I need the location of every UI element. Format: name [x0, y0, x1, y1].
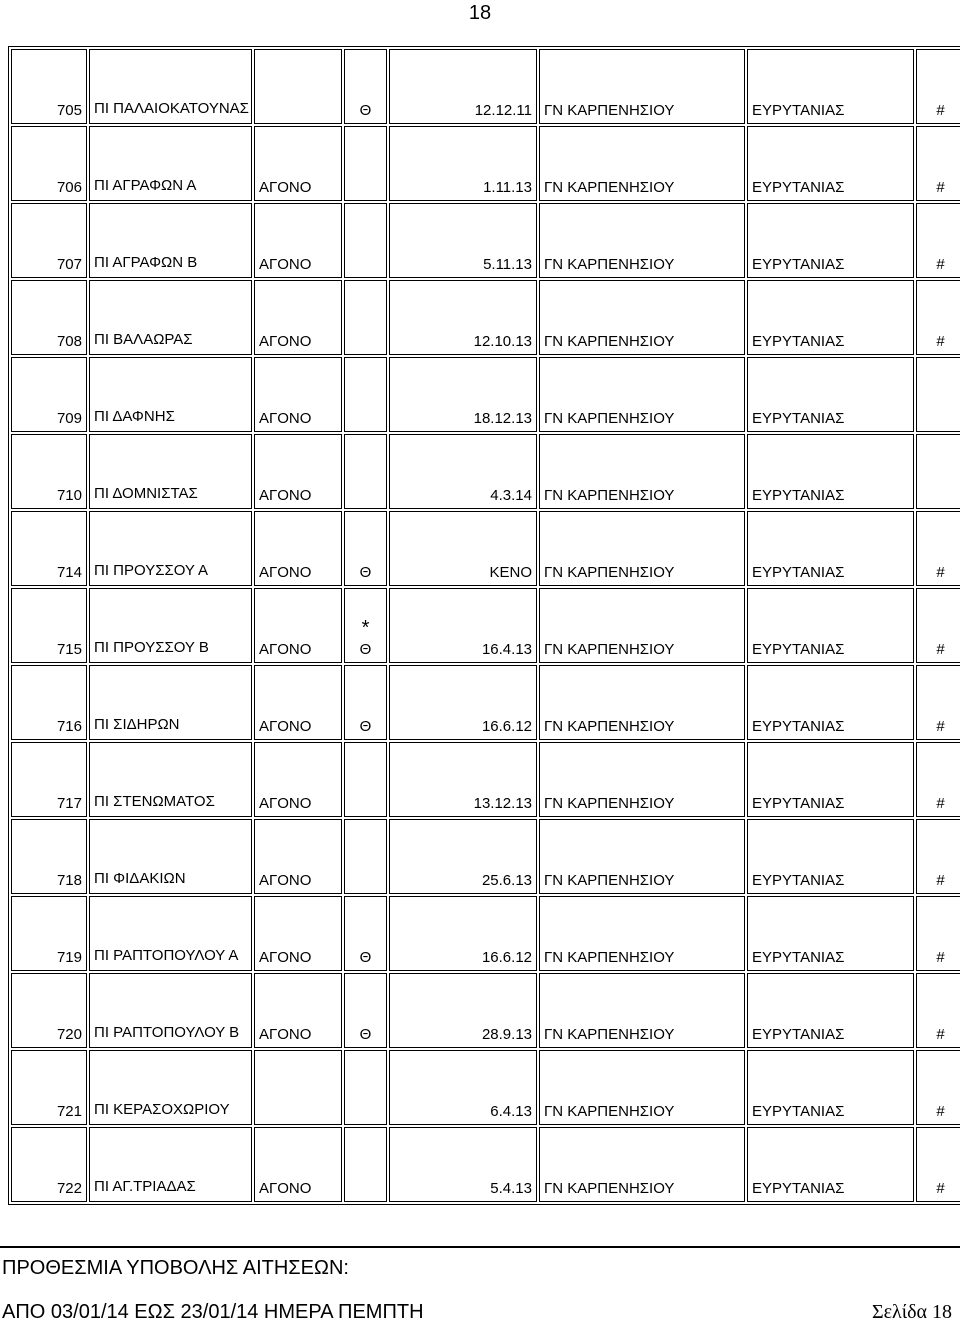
prefecture-name: ΕΥΡΥΤΑΝΙΑΣ — [747, 357, 914, 432]
theta-symbol: Θ — [359, 564, 372, 581]
hospital-name: ΓΝ ΚΑΡΠΕΝΗΣΙΟΥ — [539, 819, 745, 894]
hash-mark: # — [916, 511, 960, 586]
table-row — [11, 49, 960, 124]
unit-type: ΑΓΟΝΟ — [254, 819, 342, 894]
hash-mark: # — [916, 665, 960, 740]
hash-mark: # — [916, 973, 960, 1048]
unit-type: ΑΓΟΝΟ — [254, 588, 342, 663]
hash-mark: # — [916, 1127, 960, 1202]
row-number: 715 — [11, 588, 87, 663]
row-number: 707 — [11, 203, 87, 278]
health-unit-name: ΠΙ ΡΑΠΤΟΠΟΥΛΟΥ Β — [89, 973, 252, 1048]
hospital-name: ΓΝ ΚΑΡΠΕΝΗΣΙΟΥ — [539, 49, 745, 124]
row-number: 716 — [11, 665, 87, 740]
table-row — [11, 203, 960, 278]
row-number: 718 — [11, 819, 87, 894]
hospital-name: ΓΝ ΚΑΡΠΕΝΗΣΙΟΥ — [539, 203, 745, 278]
hospital-name: ΓΝ ΚΑΡΠΕΝΗΣΙΟΥ — [539, 742, 745, 817]
prefecture-name: ΕΥΡΥΤΑΝΙΑΣ — [747, 588, 914, 663]
hash-mark: # — [916, 203, 960, 278]
date-cell: ΚΕΝΟ — [389, 511, 537, 586]
hospital-name: ΓΝ ΚΑΡΠΕΝΗΣΙΟΥ — [539, 1127, 745, 1202]
unit-type: ΑΓΟΝΟ — [254, 280, 342, 355]
hospital-name: ΓΝ ΚΑΡΠΕΝΗΣΙΟΥ — [539, 1050, 745, 1125]
theta-mark — [344, 896, 387, 971]
date-cell: 12.12.11 — [389, 49, 537, 124]
theta-symbol: Θ — [359, 102, 372, 119]
health-unit-name: ΠΙ ΠΡΟΥΣΣΟΥ Β — [89, 588, 252, 663]
prefecture-name: ΕΥΡΥΤΑΝΙΑΣ — [747, 896, 914, 971]
hash-mark: # — [916, 1050, 960, 1125]
row-number: 709 — [11, 357, 87, 432]
table-row — [11, 1050, 960, 1125]
theta-mark — [344, 280, 387, 355]
row-number: 714 — [11, 511, 87, 586]
hospital-name: ΓΝ ΚΑΡΠΕΝΗΣΙΟΥ — [539, 434, 745, 509]
health-unit-name: ΠΙ ΣΤΕΝΩΜΑΤΟΣ — [89, 742, 252, 817]
hospital-name: ΓΝ ΚΑΡΠΕΝΗΣΙΟΥ — [539, 665, 745, 740]
unit-type: ΑΓΟΝΟ — [254, 896, 342, 971]
health-unit-name: ΠΙ ΠΑΛΑΙΟΚΑΤΟΥΝΑΣ — [89, 49, 252, 124]
theta-mark — [344, 819, 387, 894]
row-number: 717 — [11, 742, 87, 817]
row-number: 710 — [11, 434, 87, 509]
hospital-name: ΓΝ ΚΑΡΠΕΝΗΣΙΟΥ — [539, 511, 745, 586]
date-cell: 16.6.12 — [389, 665, 537, 740]
prefecture-name: ΕΥΡΥΤΑΝΙΑΣ — [747, 280, 914, 355]
row-number: 721 — [11, 1050, 87, 1125]
theta-symbol: Θ — [359, 1026, 372, 1043]
date-cell: 28.9.13 — [389, 973, 537, 1048]
prefecture-name: ΕΥΡΥΤΑΝΙΑΣ — [747, 973, 914, 1048]
row-number: 719 — [11, 896, 87, 971]
hash-mark: # — [916, 896, 960, 971]
unit-type — [254, 1050, 342, 1125]
page-footer-label: Σελίδα 18 — [871, 1301, 952, 1323]
hash-mark: # — [916, 280, 960, 355]
prefecture-name: ΕΥΡΥΤΑΝΙΑΣ — [747, 819, 914, 894]
unit-type: ΑΓΟΝΟ — [254, 126, 342, 201]
theta-mark — [344, 1127, 387, 1202]
theta-mark — [344, 973, 387, 1048]
unit-type — [254, 49, 342, 124]
hash-mark: # — [916, 588, 960, 663]
health-unit-name: ΠΙ ΚΕΡΑΣΟΧΩΡΙΟΥ — [89, 1050, 252, 1125]
prefecture-name: ΕΥΡΥΤΑΝΙΑΣ — [747, 203, 914, 278]
date-cell: 1.11.13 — [389, 126, 537, 201]
unit-type: ΑΓΟΝΟ — [254, 665, 342, 740]
unit-type: ΑΓΟΝΟ — [254, 203, 342, 278]
date-cell: 12.10.13 — [389, 280, 537, 355]
table-row — [11, 896, 960, 971]
footer-divider — [0, 1246, 960, 1248]
hospital-name: ΓΝ ΚΑΡΠΕΝΗΣΙΟΥ — [539, 357, 745, 432]
health-unit-name: ΠΙ ΔΟΜΝΙΣΤΑΣ — [89, 434, 252, 509]
hospital-name: ΓΝ ΚΑΡΠΕΝΗΣΙΟΥ — [539, 973, 745, 1048]
row-number: 705 — [11, 49, 87, 124]
theta-mark — [344, 511, 387, 586]
unit-type: ΑΓΟΝΟ — [254, 973, 342, 1048]
hash-mark: # — [916, 742, 960, 817]
unit-type: ΑΓΟΝΟ — [254, 357, 342, 432]
theta-mark — [344, 742, 387, 817]
row-number: 706 — [11, 126, 87, 201]
table-row — [11, 511, 960, 586]
date-cell: 5.11.13 — [389, 203, 537, 278]
unit-type: ΑΓΟΝΟ — [254, 511, 342, 586]
deadline-label: ΠΡΟΘΕΣΜΙΑ ΥΠΟΒΟΛΗΣ ΑΙΤΗΣΕΩΝ: — [2, 1257, 349, 1279]
table-row — [11, 819, 960, 894]
theta-mark — [344, 357, 387, 432]
row-number: 708 — [11, 280, 87, 355]
hash-mark — [916, 434, 960, 509]
date-cell: 16.4.13 — [389, 588, 537, 663]
unit-type: ΑΓΟΝΟ — [254, 434, 342, 509]
hospital-name: ΓΝ ΚΑΡΠΕΝΗΣΙΟΥ — [539, 588, 745, 663]
row-number: 720 — [11, 973, 87, 1048]
page-number: 18 — [468, 2, 492, 24]
prefecture-name: ΕΥΡΥΤΑΝΙΑΣ — [747, 1050, 914, 1125]
table-row — [11, 742, 960, 817]
table-body — [11, 49, 960, 1202]
hospital-name: ΓΝ ΚΑΡΠΕΝΗΣΙΟΥ — [539, 126, 745, 201]
health-unit-name: ΠΙ ΦΙΔΑΚΙΩΝ — [89, 819, 252, 894]
health-unit-name: ΠΙ ΣΙΔΗΡΩΝ — [89, 665, 252, 740]
prefecture-name: ΕΥΡΥΤΑΝΙΑΣ — [747, 742, 914, 817]
hospital-name: ΓΝ ΚΑΡΠΕΝΗΣΙΟΥ — [539, 896, 745, 971]
date-cell: 13.12.13 — [389, 742, 537, 817]
theta-mark — [344, 665, 387, 740]
unit-type: ΑΓΟΝΟ — [254, 742, 342, 817]
theta-symbol: Θ — [359, 718, 372, 735]
date-cell: 6.4.13 — [389, 1050, 537, 1125]
health-unit-name: ΠΙ ΑΓ.ΤΡΙΑΔΑΣ — [89, 1127, 252, 1202]
theta-symbol: Θ — [359, 949, 372, 966]
prefecture-name: ΕΥΡΥΤΑΝΙΑΣ — [747, 126, 914, 201]
table-row — [11, 357, 960, 432]
hash-mark: # — [916, 126, 960, 201]
health-unit-name: ΠΙ ΔΑΦΝΗΣ — [89, 357, 252, 432]
theta-mark — [344, 588, 387, 663]
unit-type: ΑΓΟΝΟ — [254, 1127, 342, 1202]
theta-mark — [344, 434, 387, 509]
prefecture-name: ΕΥΡΥΤΑΝΙΑΣ — [747, 511, 914, 586]
row-number: 722 — [11, 1127, 87, 1202]
prefecture-name: ΕΥΡΥΤΑΝΙΑΣ — [747, 1127, 914, 1202]
table-row — [11, 973, 960, 1048]
prefecture-name: ΕΥΡΥΤΑΝΙΑΣ — [747, 665, 914, 740]
theta-mark — [344, 1050, 387, 1125]
date-cell: 25.6.13 — [389, 819, 537, 894]
table-row — [11, 1127, 960, 1202]
hospital-name: ΓΝ ΚΑΡΠΕΝΗΣΙΟΥ — [539, 280, 745, 355]
vacancy-table — [8, 46, 960, 1205]
hash-mark — [916, 357, 960, 432]
hash-mark: # — [916, 819, 960, 894]
date-cell: 5.4.13 — [389, 1127, 537, 1202]
theta-mark — [344, 203, 387, 278]
hash-mark: # — [916, 49, 960, 124]
table-row — [11, 280, 960, 355]
table-row — [11, 665, 960, 740]
theta-mark — [344, 49, 387, 124]
theta-mark — [344, 126, 387, 201]
table-row — [11, 588, 960, 663]
health-unit-name: ΠΙ ΒΑΛΑΩΡΑΣ — [89, 280, 252, 355]
prefecture-name: ΕΥΡΥΤΑΝΙΑΣ — [747, 434, 914, 509]
date-cell: 16.6.12 — [389, 896, 537, 971]
health-unit-name: ΠΙ ΡΑΠΤΟΠΟΥΛΟΥ Α — [89, 896, 252, 971]
health-unit-name: ΠΙ ΠΡΟΥΣΣΟΥ Α — [89, 511, 252, 586]
prefecture-name: ΕΥΡΥΤΑΝΙΑΣ — [747, 49, 914, 124]
health-unit-name: ΠΙ ΑΓΡΑΦΩΝ Β — [89, 203, 252, 278]
date-cell: 18.12.13 — [389, 357, 537, 432]
health-unit-name: ΠΙ ΑΓΡΑΦΩΝ Α — [89, 126, 252, 201]
table-row — [11, 434, 960, 509]
date-cell: 4.3.14 — [389, 434, 537, 509]
table-row — [11, 126, 960, 201]
application-period: ΑΠΟ 03/01/14 ΕΩΣ 23/01/14 ΗΜΕΡΑ ΠΕΜΠΤΗ — [2, 1301, 424, 1323]
asterisk-mark: * — [361, 617, 370, 639]
theta-symbol: Θ — [359, 641, 372, 658]
